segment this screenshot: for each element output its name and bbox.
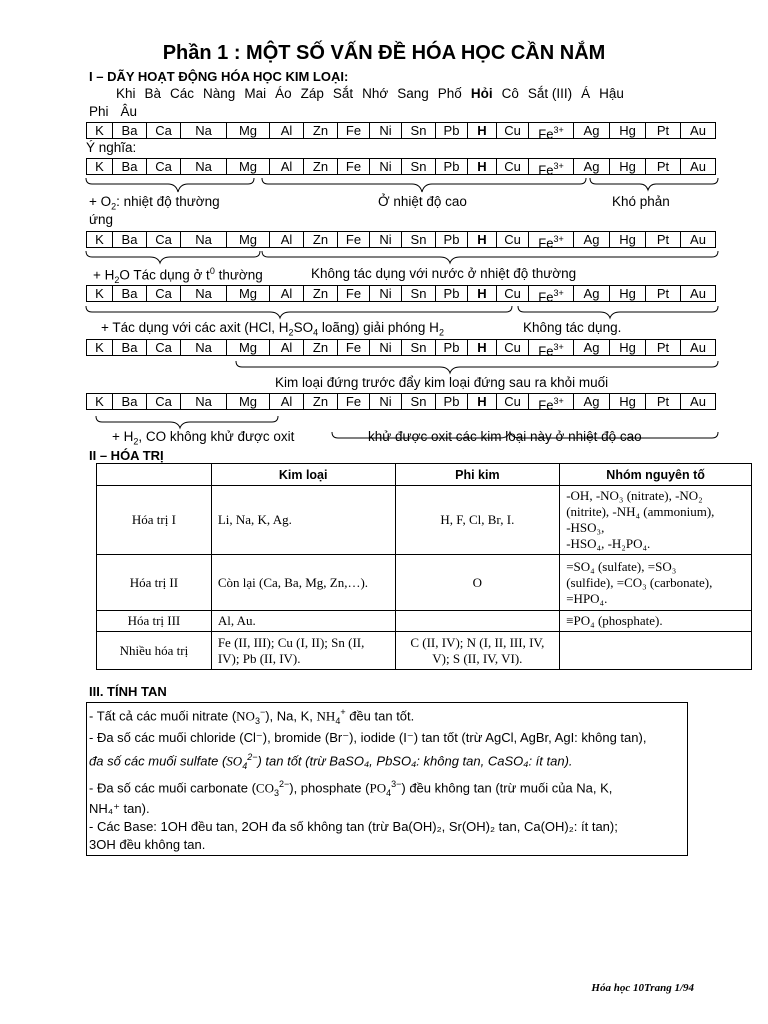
metal-cell: Na (180, 285, 227, 302)
metal-cell: Au (680, 231, 716, 248)
valence-metal: Al, Au. (211, 611, 395, 632)
metal-cell: Hg (609, 393, 646, 410)
h2o-no-react: Không tác dụng với nước ở nhiệt độ thường (311, 266, 577, 281)
metal-cell: H (467, 393, 497, 410)
mnemonic-word: Áo (275, 86, 292, 101)
metal-cell: Fe (337, 231, 370, 248)
metal-cell: Ca (146, 393, 181, 410)
valence-label: Hóa trị I (97, 486, 212, 555)
metal-cell: Pt (645, 339, 681, 356)
metal-cell: Mg (226, 393, 270, 410)
metal-cell: Ca (146, 339, 181, 356)
metal-cell: Sn (401, 285, 436, 302)
metal-cell: Au (680, 122, 716, 139)
metal-cell: $Fe^{3+}$ (528, 339, 574, 356)
solubility-line-carbonate: - Đa số các muối carbonate $(CO_3^{2-})$, phosphate $(PO_4^{3-})$ đều không tan (trừ muối của Na, K, (89, 779, 613, 798)
mnemonic-word: Nhớ (362, 86, 389, 101)
metal-cell: Pb (435, 158, 468, 175)
metal-cell: Ag (573, 231, 610, 248)
metal-cell: Ni (369, 285, 402, 302)
section1-heading: I – DÃY HOẠT ĐỘNG HÓA HỌC KIM LOẠI: (89, 69, 349, 84)
metal-cell: Ag (573, 122, 610, 139)
metal-cell: Mg (226, 158, 270, 175)
metal-cell: Ba (112, 122, 147, 139)
solubility-line-base-cont: 3OH đều không tan. (89, 837, 206, 852)
valence-label: Hóa trị II (97, 555, 212, 611)
metal-cell: $Fe^{3+}$ (528, 231, 574, 248)
brace-o2-high (262, 178, 586, 192)
section3-heading: III. TÍNH TAN (89, 684, 167, 699)
metal-cell: Hg (609, 231, 646, 248)
valence-nonmetal: H, F, Cl, Br, I. (395, 486, 560, 555)
metal-cell: Al (269, 285, 304, 302)
metal-cell: $Fe^{3+}$ (528, 285, 574, 302)
valence-nonmetal: C (II, IV); N (I, II, III, IV, V); S (II, IV, VI). (395, 632, 560, 670)
metal-cell: Ni (369, 158, 402, 175)
mnemonic-word: Sắt (III) (527, 86, 573, 101)
mnemonic-word: Á (581, 86, 591, 101)
metal-cell: Ba (112, 339, 147, 356)
valence-metal: Li, Na, K, Ag. (211, 486, 395, 555)
metal-cell: Au (680, 339, 716, 356)
metal-cell: Mg (226, 122, 270, 139)
metal-cell: Na (180, 122, 227, 139)
section2-heading: II – HÓA TRỊ (89, 448, 164, 463)
acid-label: + Tác dụng với các axit (HCl, $H_2SO_4$ loãng) giải phóng $H_2$ (101, 320, 444, 338)
metal-cell: Al (269, 231, 304, 248)
reduce-no: + $H_2$, CO không khử được oxit (112, 429, 295, 447)
mnemonic-word: Cô (501, 86, 519, 101)
valence-header-row (97, 464, 752, 486)
solubility-line-ammonium: NH₄⁺ tan). (89, 801, 150, 816)
valence-label: Nhiều hóa trị (97, 632, 212, 670)
header-nonmetal: Phi kim (395, 464, 560, 486)
table-row (97, 632, 752, 670)
metal-series-row (86, 393, 716, 413)
metal-cell: Mg (226, 285, 270, 302)
metal-cell: Ba (112, 393, 147, 410)
metal-cell: K (86, 393, 113, 410)
metal-cell: Na (180, 339, 227, 356)
metal-cell: Zn (303, 231, 338, 248)
o2-hard-react-cont: ứng (89, 212, 114, 227)
metal-cell: Zn (303, 285, 338, 302)
metal-cell: Cu (496, 285, 529, 302)
metal-cell: Ba (112, 158, 147, 175)
metal-cell: Na (180, 231, 227, 248)
mnemonic-word: Âu (120, 104, 138, 119)
metal-cell: Sn (401, 393, 436, 410)
metal-cell: Hg (609, 122, 646, 139)
valence-group (560, 632, 752, 670)
metal-series-row (86, 158, 716, 178)
brace-h2o-no (262, 251, 718, 263)
metal-cell: Pt (645, 158, 681, 175)
mnemonic-line-1 (116, 86, 633, 101)
brace-h2o-yes (86, 251, 260, 263)
metal-cell: Pt (645, 122, 681, 139)
brace-reduce-no (96, 416, 278, 428)
mnemonic-word: Sắt (332, 86, 354, 101)
metal-cell: Fe (337, 158, 370, 175)
metal-cell: H (467, 158, 497, 175)
metal-cell: H (467, 285, 497, 302)
metal-cell: Ag (573, 339, 610, 356)
metal-cell: K (86, 231, 113, 248)
h2o-label: + $H_2O$ Tác dụng ở $t^0$ thường (93, 266, 263, 286)
metal-cell: Al (269, 339, 304, 356)
metal-cell: Ag (573, 285, 610, 302)
metal-cell: Pb (435, 122, 468, 139)
header-group: Nhóm nguyên tố (560, 464, 752, 486)
metal-cell: Al (269, 393, 304, 410)
metal-cell: Na (180, 158, 227, 175)
metal-cell: Ag (573, 393, 610, 410)
metal-cell: Cu (496, 158, 529, 175)
mnemonic-word: Nàng (203, 86, 236, 101)
metal-cell: Cu (496, 393, 529, 410)
metal-cell: Mg (226, 339, 270, 356)
o2-label: + $O_2$: nhiệt độ thường (89, 194, 220, 212)
metal-cell: Al (269, 158, 304, 175)
metal-cell: Fe (337, 122, 370, 139)
metal-cell: Ag (573, 158, 610, 175)
metal-cell: Pb (435, 285, 468, 302)
header-empty (97, 464, 212, 486)
metal-cell: Ni (369, 339, 402, 356)
meaning-label: Ý nghĩa: (86, 140, 137, 155)
metal-cell: Zn (303, 339, 338, 356)
metal-cell: Ca (146, 231, 181, 248)
metal-cell: Fe (337, 393, 370, 410)
metal-cell: Mg (226, 231, 270, 248)
metal-cell: Sn (401, 339, 436, 356)
metal-cell: Au (680, 158, 716, 175)
metal-cell: Fe (337, 339, 370, 356)
metal-cell: K (86, 122, 113, 139)
solubility-line-nitrate: - Tất cả các muối nitrate $(NO_3^-)$, Na, K, $NH_4^+$ đều tan tốt. (89, 707, 415, 726)
metal-cell: Pt (645, 231, 681, 248)
metal-cell: Hg (609, 339, 646, 356)
valence-label: Hóa trị III (97, 611, 212, 632)
metal-cell: Sn (401, 231, 436, 248)
metal-series-row (86, 285, 716, 305)
mnemonic-word: Hỏi (470, 86, 493, 101)
metal-cell: Sn (401, 122, 436, 139)
solubility-line-halide: - Đa số các muối chloride (Cl⁻), bromide (Br⁻), iodide (I⁻) tan tốt (trừ AgCl, AgBr, AgI: không tan), (89, 730, 647, 745)
valence-group: ≡PO₄ (phosphate). (560, 611, 752, 632)
header-metal: Kim loại (211, 464, 395, 486)
o2-high-temp: Ở nhiệt độ cao (378, 194, 467, 209)
mnemonic-word: Các (170, 86, 195, 101)
metal-cell: Pb (435, 231, 468, 248)
metal-cell: Zn (303, 393, 338, 410)
metal-cell: $Fe^{3+}$ (528, 393, 574, 410)
mnemonic-word: Phi (89, 104, 109, 119)
metal-cell: Ba (112, 231, 147, 248)
metal-series-row (86, 122, 716, 142)
metal-cell: K (86, 285, 113, 302)
solubility-line-base: - Các Base: 1OH đều tan, 2OH đa số không tan (trừ Ba(OH)₂, Sr(OH)₂ tan, Ca(OH)₂: ít tan); (89, 819, 618, 834)
page-footer: Hóa học 10Trang 1/94 (591, 982, 694, 994)
brace-o2-normal (86, 178, 254, 192)
table-row (97, 611, 752, 632)
metal-cell: Ba (112, 285, 147, 302)
metal-cell: Au (680, 393, 716, 410)
acid-no-react: Không tác dụng. (523, 320, 622, 335)
metal-cell: Ni (369, 393, 402, 410)
metal-cell: H (467, 122, 497, 139)
metal-cell: Ni (369, 231, 402, 248)
table-row (97, 555, 752, 611)
metal-cell: Hg (609, 158, 646, 175)
solubility-line-sulfate: đa số các muối sulfate $(SO_4^{2-})$ tan tốt (trừ BaSO₄, PbSO₄: không tan, CaSO₄: ít tan). (89, 752, 573, 771)
mnemonic-word: Mai (244, 86, 267, 101)
metal-cell: Ca (146, 158, 181, 175)
valence-table (96, 463, 752, 670)
metal-cell: Pb (435, 339, 468, 356)
mnemonic-word: Sang (397, 86, 429, 101)
metal-cell: Zn (303, 158, 338, 175)
mnemonic-line-2 (89, 104, 149, 119)
metal-cell: Al (269, 122, 304, 139)
reduce-yes: khử được oxit các kim loại này ở nhiệt độ cao (368, 429, 642, 444)
metal-cell: Na (180, 393, 227, 410)
mnemonic-word: Hậu (599, 86, 624, 101)
metal-cell: H (467, 231, 497, 248)
metal-cell: Ca (146, 285, 181, 302)
metal-cell: Ni (369, 122, 402, 139)
valence-nonmetal: O (395, 555, 560, 611)
brace-o2-none (590, 178, 718, 190)
metal-series-row (86, 231, 716, 251)
table-row (97, 486, 752, 555)
metal-cell: Cu (496, 122, 529, 139)
metal-cell: $Fe^{3+}$ (528, 122, 574, 139)
page-title: Phần 1 : MỘT SỐ VẤN ĐỀ HÓA HỌC CẦN NẮM (162, 42, 606, 64)
metal-cell: Zn (303, 122, 338, 139)
metal-cell: H (467, 339, 497, 356)
metal-cell: Cu (496, 231, 529, 248)
metal-cell: K (86, 158, 113, 175)
o2-hard-react: Khó phản (612, 194, 670, 209)
mnemonic-word: Phố (437, 86, 462, 101)
displacement-note: Kim loại đứng trước đẩy kim loại đứng sau ra khỏi muối (275, 375, 609, 390)
mnemonic-word: Bà (144, 86, 162, 101)
valence-metal: Fe (II, III); Cu (I, II); Sn (II, IV); Pb (II, IV). (211, 632, 395, 670)
valence-group: =SO₄ (sulfate), =SO₃ (sulfide), =CO₃ (carbonate), =HPO₄. (560, 555, 752, 611)
valence-nonmetal (395, 611, 560, 632)
metal-cell: Ca (146, 122, 181, 139)
mnemonic-word: Záp (300, 86, 324, 101)
metal-cell: K (86, 339, 113, 356)
metal-cell: Sn (401, 158, 436, 175)
brace-acid-yes (86, 306, 512, 318)
metal-cell: Pt (645, 393, 681, 410)
valence-metal: Còn lại (Ca, Ba, Mg, Zn,…). (211, 555, 395, 611)
metal-cell: Pb (435, 393, 468, 410)
mnemonic-word: Khi (116, 86, 136, 101)
brace-acid-no (518, 306, 718, 318)
metal-cell: $Fe^{3+}$ (528, 158, 574, 175)
brace-displace (236, 361, 718, 373)
metal-cell: Fe (337, 285, 370, 302)
valence-group: -OH, -NO₃ (nitrate), -NO₂ (nitrite), -NH₄ (ammonium), -HSO₃, -HSO₄, -H₂PO₄. (560, 486, 752, 555)
metal-cell: Pt (645, 285, 681, 302)
metal-cell: Hg (609, 285, 646, 302)
metal-series-row (86, 339, 716, 359)
metal-cell: Au (680, 285, 716, 302)
metal-cell: Cu (496, 339, 529, 356)
